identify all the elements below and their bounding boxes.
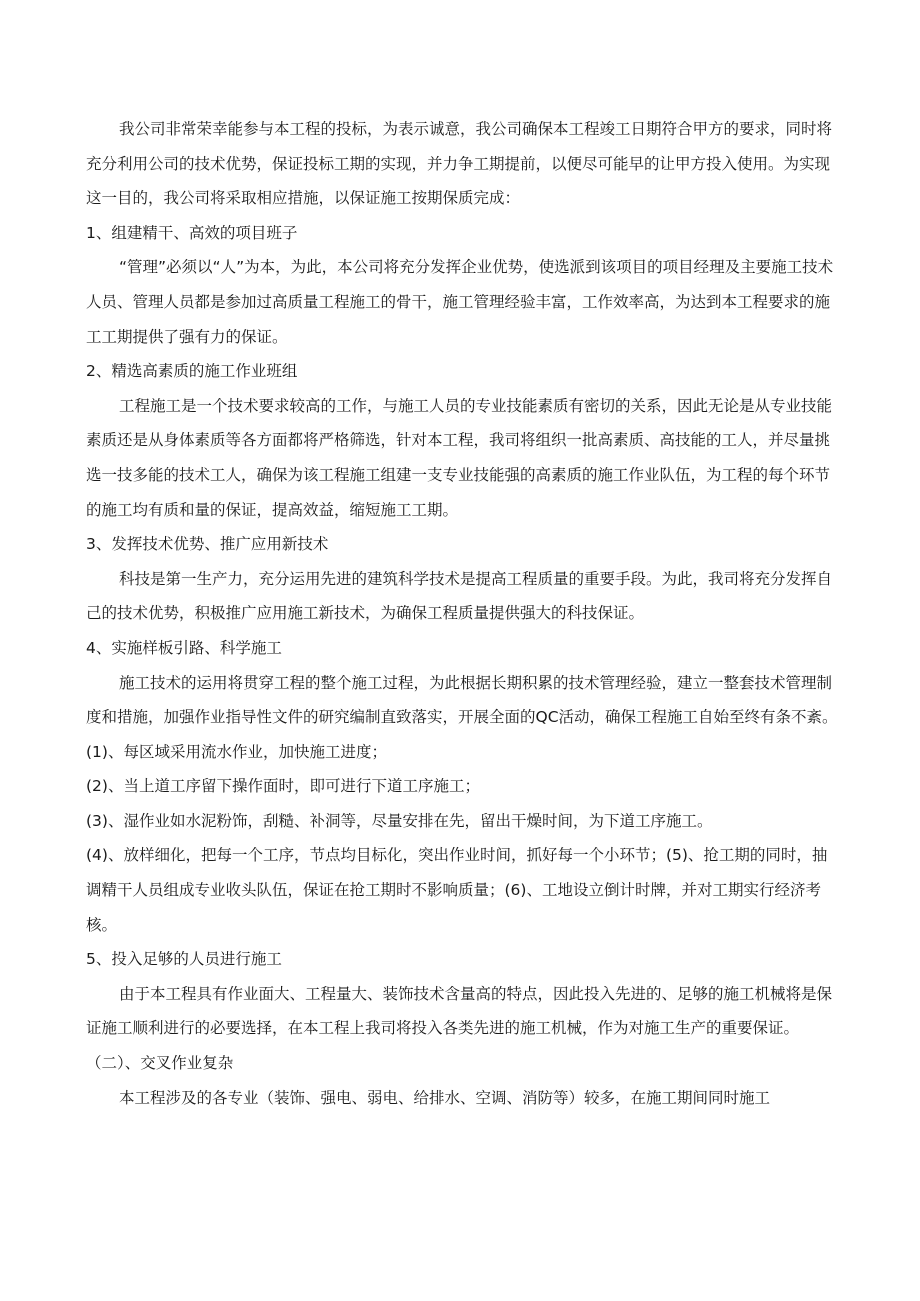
section-3-paragraph: 科技是第一生产力，充分运用先进的建筑科学技术是提高工程质量的重要手段。为此，我司将充分发挥自己的技术优势，积极推广应用施工新技术，为确保工程质量提供强大的科技保证。	[86, 569, 833, 623]
section-heading-3: 3、发挥技术优势、推广应用新技术	[86, 535, 329, 554]
section-2-paragraph: 工程施工是一个技术要求较高的工作，与施工人员的专业技能素质有密切的关系，因此无论是从专业技能素质还是从身体素质等各方面都将严格筛选，针对本工程，我司将组织一批高素质、高技能的工人，并尽量挑选一技多能的技术工人，确保为该工程施工组建一支专业技能强的高素质的施工作业队伍，为工程的每个环节的施工均有质和量的保证，提高效益，缩短施工工期。	[86, 396, 833, 519]
list-item-1: (1)、每区域采用流水作业，加快施工进度；	[86, 742, 387, 761]
section-4-paragraph: 施工技术的运用将贯穿工程的整个施工过程，为此根据长期积累的技术管理经验，建立一整套技术管理制度和措施，加强作业指导性文件的研究编制直致落实，开展全面的QC活动，确保工程施工自始至终有条不紊。	[86, 673, 838, 727]
section-heading-4: 4、实施样板引路、科学施工	[86, 638, 282, 657]
section-1-paragraph: “管理”必须以“人”为本，为此，本公司将充分发挥企业优势，使选派到该项目的项目经理及主要施工技术人员、管理人员都是参加过高质量工程施工的骨干，施工管理经验丰富，工作效率高，为达到本工程要求的施工工期提供了强有力的保证。	[86, 258, 834, 346]
section-heading-1: 1、组建精干、高效的项目班子	[86, 223, 298, 242]
list-item-4-6: (4)、放样细化，把每一个工序，节点均目标化，突出作业时间，抓好每一个小环节；(5)、抢工期的同时，抽调精干人员组成专业收头队伍，保证在抢工期时不影响质量；(6)、工地设立倒计时牌，并对工期实行经济考核。	[86, 846, 828, 934]
document-body	[86, 112, 838, 1115]
list-item-2: (2)、当上道工序留下操作面时，即可进行下道工序施工；	[86, 777, 480, 796]
list-item-3: (3)、湿作业如水泥粉饰，刮糙、补洞等，尽量安排在先，留出干燥时间，为下道工序施工。	[86, 811, 713, 830]
section-5-paragraph: 由于本工程具有作业面大、工程量大、装饰技术含量高的特点，因此投入先进的、足够的施工机械将是保证施工顺利进行的必要选择，在本工程上我司将投入各类先进的施工机械，作为对施工生产的重要保证。	[86, 984, 833, 1038]
section-heading-2: 2、精选高素质的施工作业班组	[86, 362, 298, 381]
subsection-2-paragraph: 本工程涉及的各专业（装饰、强电、弱电、给排水、空调、消防等）较多，在施工期间同时施工	[119, 1088, 771, 1107]
subsection-heading-2: （二）、交叉作业复杂	[86, 1054, 234, 1073]
section-heading-5: 5、投入足够的人员进行施工	[86, 950, 282, 969]
intro-paragraph: 我公司非常荣幸能参与本工程的投标，为表示诚意，我公司确保本工程竣工日期符合甲方的要求，同时将充分利用公司的技术优势，保证投标工期的实现，并力争工期提前，以便尽可能早的让甲方投入使用。为实现这一目的，我公司将采取相应措施，以保证施工按期保质完成：	[86, 120, 833, 208]
